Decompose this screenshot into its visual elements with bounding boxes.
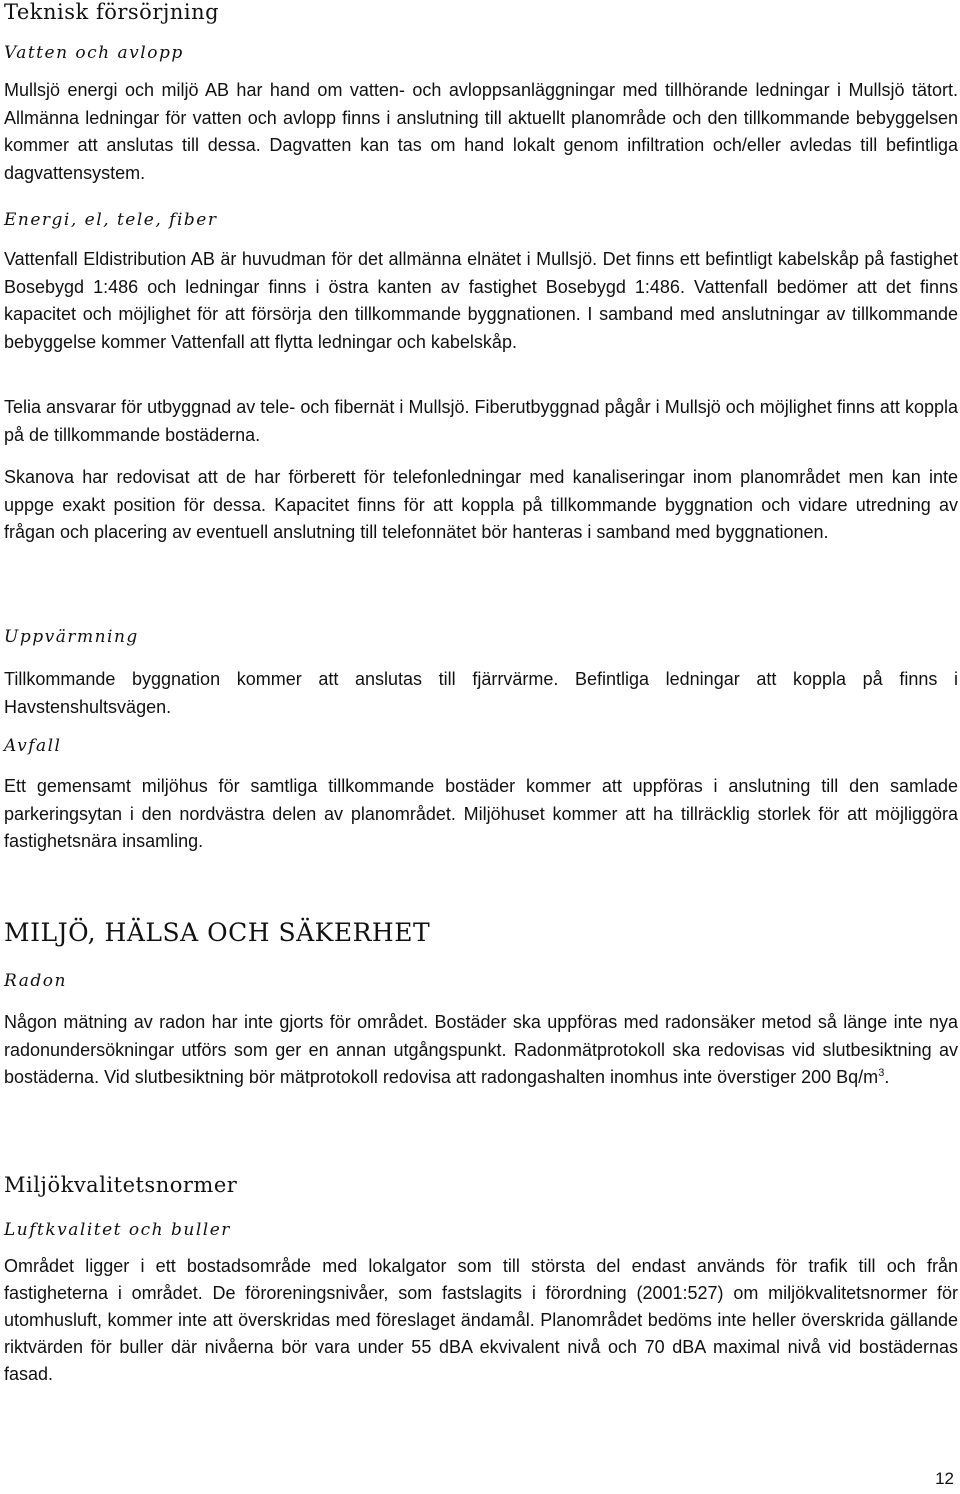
radon-superscript: 3 (878, 1067, 885, 1079)
section-title-teknisk-forsorjning: Teknisk försörjning (4, 0, 220, 24)
paragraph-heating: Tillkommande byggnation kommer att anslutas till fjärrvärme. Befintliga ledningar att koppla på finns i Havstenshultsvägen. (4, 669, 958, 717)
heading-radon: Radon (4, 971, 67, 991)
paragraph-water: Mullsjö energi och miljö AB har hand om vatten- och avloppsanläggningar med tillhörande ledningar i Mullsjö tätort. Allmänna ledningar för vatten och avlopp finns i anslutning till aktuellt planområde och den tillkommande bebyggelsen kommer att anslutas till dessa. Dagvatten kan tas om hand lokalt genom infiltration och/eller avledas till befintliga dagvattensystem. (4, 80, 958, 183)
paragraph-energy: Vattenfall Eldistribution AB är huvudman för det allmänna elnätet i Mullsjö. Det finns ett befintligt kabelskåp på fastighet Bosebygd 1:486 och ledningar finns i östra kanten av fastighet Bosebygd 1:486. Vattenfall bedömer att det finns kapacitet och möjlighet för att försörja den tillkommande byggnationen. I samband med anslutningar av tillkommande bebyggelse kommer Vattenfall att flytta ledningar och kabelskåp. (4, 249, 958, 352)
paragraph-waste: Ett gemensamt miljöhus för samtliga tillkommande bostäder kommer att uppföras i anslutning till den samlade parkeringsytan i den nordvästra delen av planområdet. Miljöhuset kommer att ha tillräcklig storlek för att möjliggöra fastighetsnära insamling. (4, 776, 958, 851)
paragraph-air: Området ligger i ett bostadsområde med lokalgator som till största del endast används för trafik till och från fastigheterna i området. De föroreningsnivåer, som fastslagits i förordning (2001:527) om miljökvalitetsnormer för utomhusluft, kommer inte att överskridas med föreslaget ändamål. Planområdet bedöms inte heller överskrida gällande riktvärden för buller där nivåerna bör vara under 55 dBA ekvivalent nivå och 70 dBA maximal nivå vid bostädernas fasad. (4, 1256, 958, 1384)
heading-vatten-och-avlopp: Vatten och avlopp (4, 43, 184, 63)
document-page (4, 0, 958, 1494)
paragraph-radon (4, 1009, 958, 1092)
page-number: 12 (935, 1469, 954, 1488)
heading-uppvarmning: Uppvärmning (4, 627, 139, 647)
radon-text: Någon mätning av radon har inte gjorts för området. Bostäder ska uppföras med radonsäker metod så länge inte nya radonundersökningar utförs som ger en annan utgångspunkt. Radonmätprotokoll ska redovisas vid slutbesiktning av bostäderna. Vid slutbesiktning bör mätprotokoll redovisa att radongashalten inomhus inte överstiger 200 Bq/m (4, 1012, 958, 1087)
section-title-miljokvalitetsnormer: Miljökvalitetsnormer (4, 1173, 238, 1197)
paragraph-telia: Telia ansvarar för utbyggnad av tele- och fibernät i Mullsjö. Fiberutbyggnad pågår i Mullsjö och möjlighet finns att koppla på de tillkommande bostäderna. (4, 397, 958, 445)
radon-end: . (884, 1067, 890, 1087)
heading-energi: Energi, el, tele, fiber (4, 210, 218, 230)
section-title-miljo: MILJÖ, HÄLSA OCH SÄKERHET (4, 918, 431, 947)
paragraph-skanova: Skanova har redovisat att de har förberett för telefonledningar med kanaliseringar inom planområdet men kan inte uppge exakt position för dessa. Kapacitet finns för att koppla på tillkommande byggnation och vidare utredning av frågan och placering av eventuell anslutning till telefonnätet bör hanteras i samband med byggnationen. (4, 467, 958, 542)
heading-luftkvalitet: Luftkvalitet och buller (4, 1220, 231, 1240)
heading-avfall: Avfall (4, 736, 62, 756)
